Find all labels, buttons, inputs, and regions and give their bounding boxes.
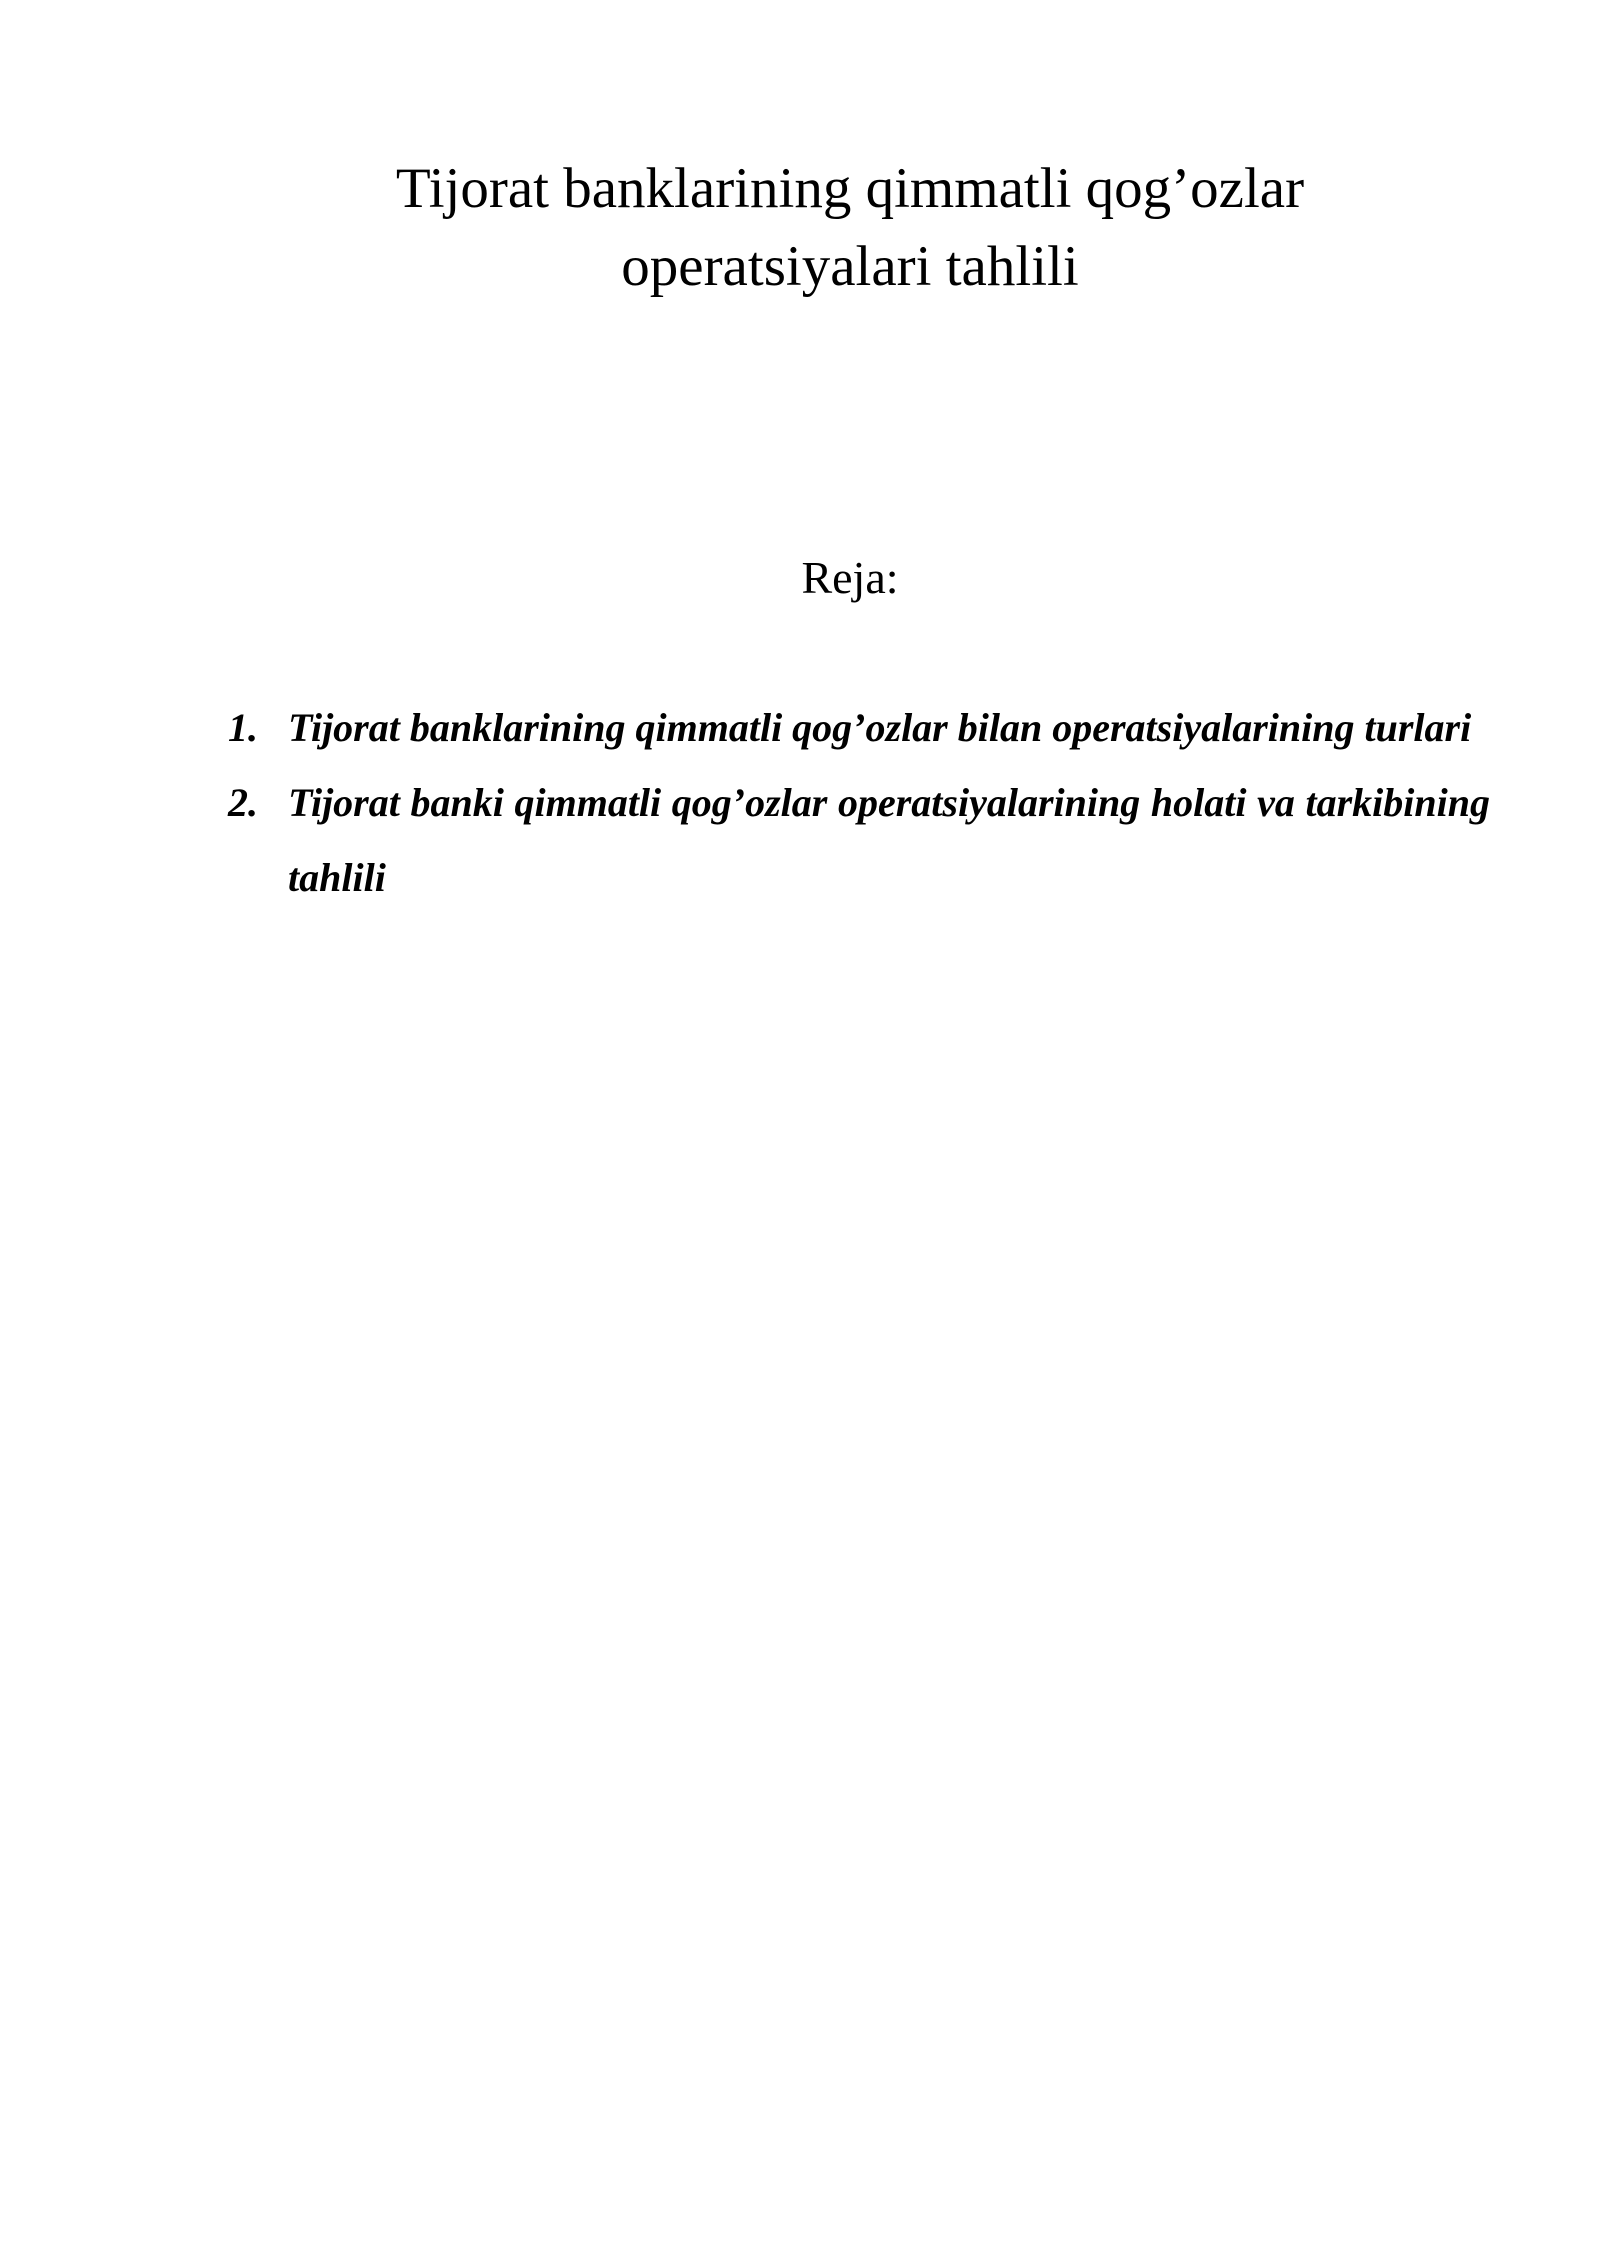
title-line-2: operatsiyalari tahlili [621,235,1079,298]
plan-item-1 [228,690,1490,765]
plan-item-number: 1. [228,705,258,750]
plan-item-text: Tijorat banklarining qimmatli qog’ozlar bilan operatsiyalarining turlari [288,705,1472,750]
plan-list [228,690,1490,915]
document-title [300,150,1400,306]
plan-item-number: 2. [228,780,258,825]
title-line-1: Tijorat banklarining qimmatli qog’ozlar [395,157,1305,220]
plan-heading: Reja: [801,552,899,603]
plan-item-2 [228,765,1490,915]
plan-item-text: Tijorat banki qimmatli qog’ozlar operatsiyalarining holati va tarkibining tahlili [288,780,1490,900]
